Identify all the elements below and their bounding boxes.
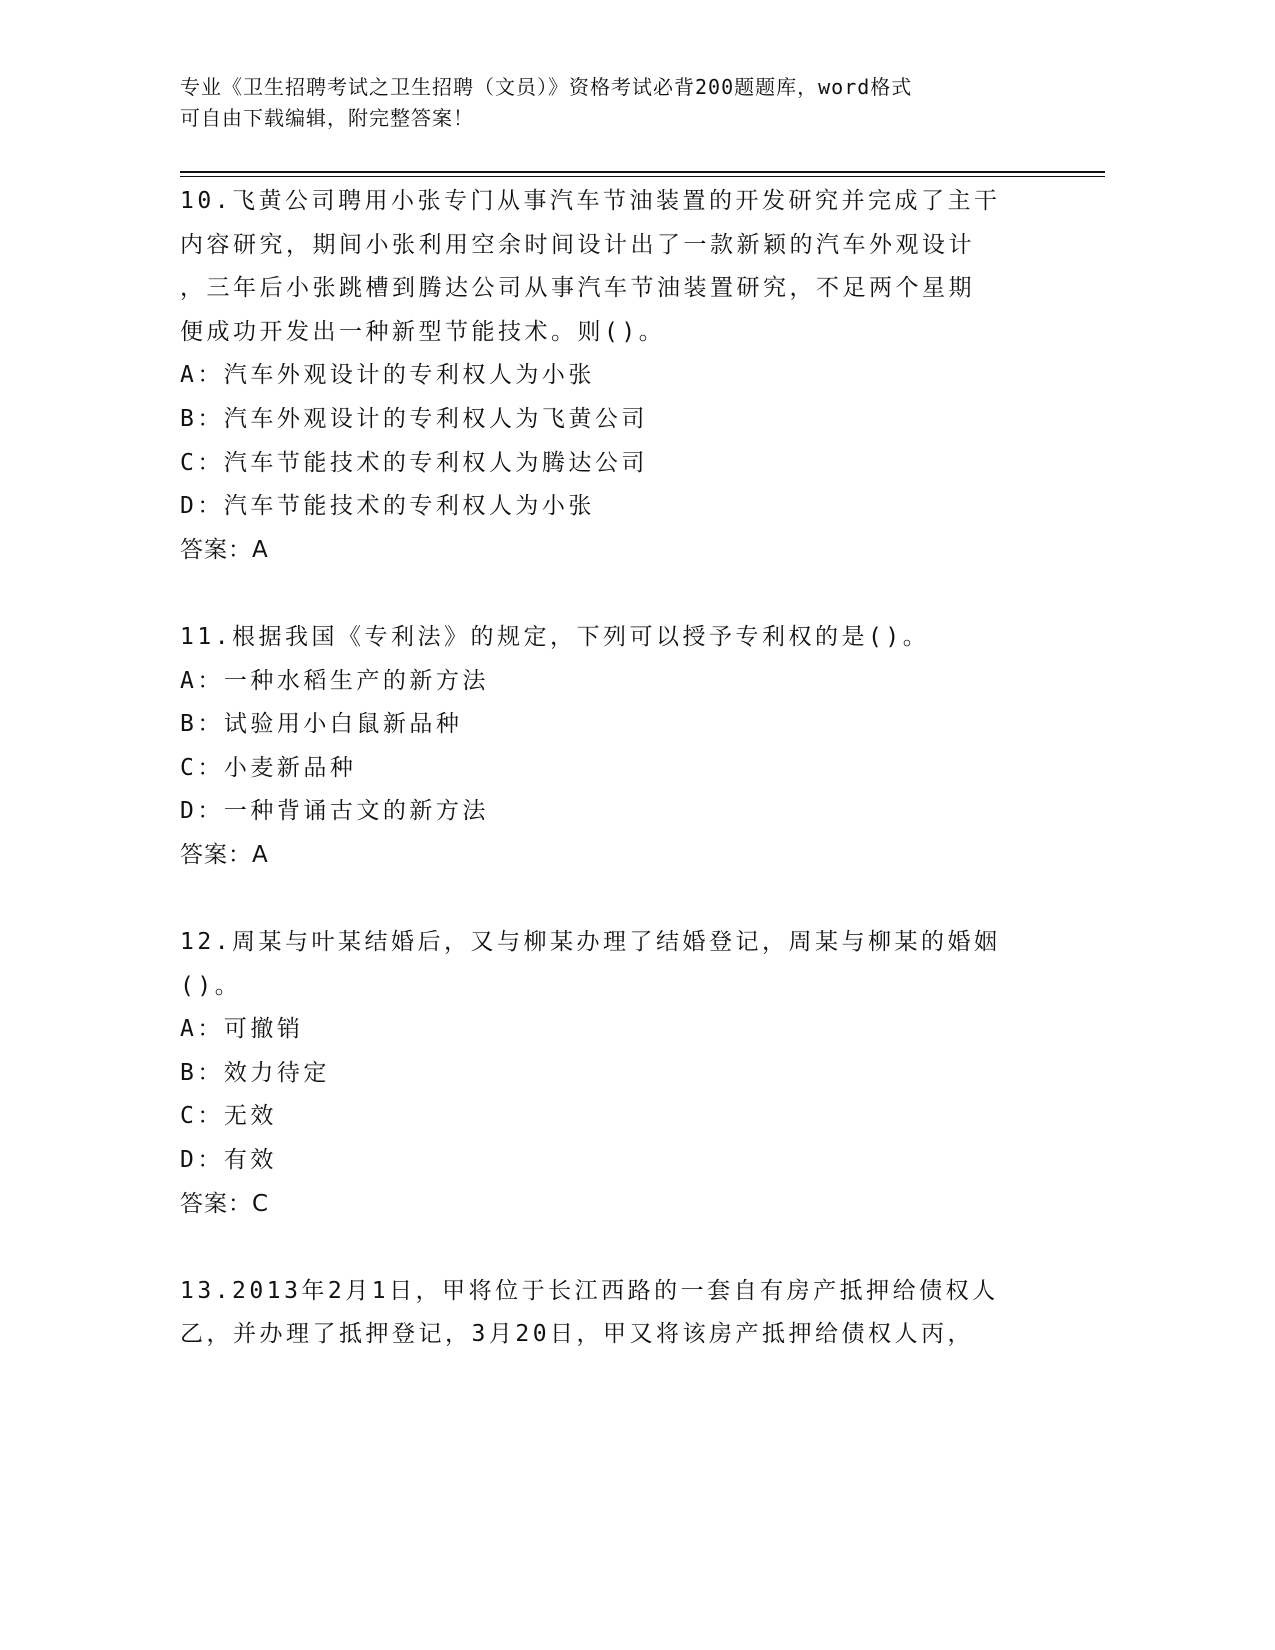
question-list <box>180 180 1060 1357</box>
question-option: C：小麦新品种 <box>180 754 357 781</box>
question-option: D：一种背诵古文的新方法 <box>180 798 489 825</box>
question-text: 12.周某与叶某结婚后，又与柳某办理了结婚登记，周某与柳某的婚姻 <box>180 929 1001 956</box>
question-option: B：试验用小白鼠新品种 <box>180 711 463 738</box>
spacer <box>180 1226 1060 1270</box>
question-text: 内容研究，期间小张利用空余时间设计出了一款新颖的汽车外观设计 <box>180 231 975 258</box>
question-option: B：汽车外观设计的专利权人为飞黄公司 <box>180 405 648 432</box>
question-answer: 答案：A <box>180 841 269 868</box>
question-text: ，三年后小张跳槽到腾达公司从事汽车节油装置研究，不足两个星期 <box>180 275 975 302</box>
question-option: A：一种水稻生产的新方法 <box>180 667 489 694</box>
question-option: D：有效 <box>180 1147 277 1174</box>
question-text: 11.根据我国《专利法》的规定，下列可以授予专利权的是()。 <box>180 623 930 650</box>
question-answer: 答案：C <box>180 1190 270 1217</box>
question-text: 13.2013年2月1日，甲将位于长江西路的一套自有房产抵押给债权人 <box>180 1277 999 1304</box>
question-answer: 答案：A <box>180 536 269 563</box>
question-text: ()。 <box>180 972 242 999</box>
question-option: A：可撤销 <box>180 1016 304 1043</box>
spacer <box>180 572 1060 616</box>
header-line: 专业《卫生招聘考试之卫生招聘（文员）》资格考试必背200题题库，word格式 <box>180 75 913 99</box>
header-line: 可自由下载编辑，附完整答案！ <box>180 106 474 130</box>
question-text: 10.飞黄公司聘用小张专门从事汽车节油装置的开发研究并完成了主干 <box>180 188 1001 214</box>
document-header <box>180 72 1040 134</box>
question-text: 乙，并办理了抵押登记，3月20日，甲又将该房产抵押给债权人丙， <box>180 1321 975 1348</box>
question-option: D：汽车节能技术的专利权人为小张 <box>180 493 595 520</box>
question-option: C：无效 <box>180 1103 277 1130</box>
question-block <box>180 616 1060 878</box>
header-divider-top <box>180 171 1105 173</box>
spacer <box>180 878 1060 922</box>
question-block <box>180 1270 1060 1357</box>
header-divider-bottom <box>180 176 1105 177</box>
question-text: 便成功开发出一种新型节能技术。则()。 <box>180 318 666 345</box>
question-option: B：效力待定 <box>180 1059 330 1086</box>
question-block <box>180 180 1060 572</box>
question-block <box>180 921 1060 1226</box>
question-option: A：汽车外观设计的专利权人为小张 <box>180 362 595 389</box>
question-option: C：汽车节能技术的专利权人为腾达公司 <box>180 449 648 476</box>
